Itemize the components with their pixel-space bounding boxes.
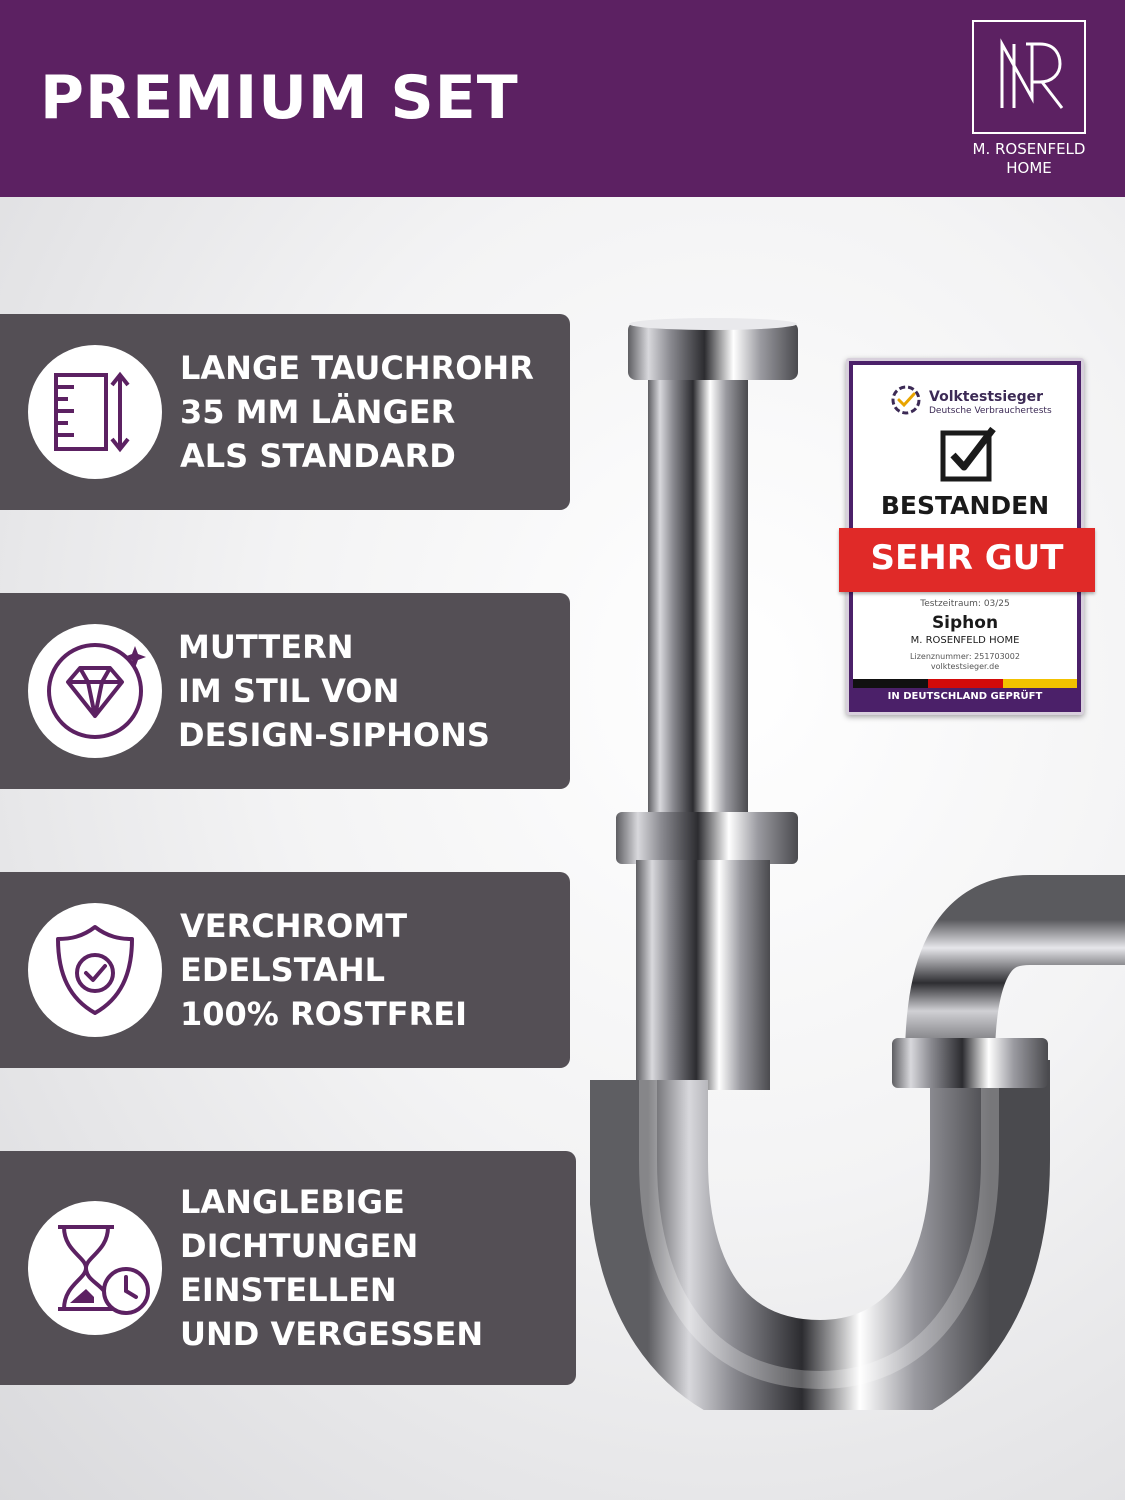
feature-icon-circle <box>28 345 162 479</box>
feature-text <box>180 904 467 1036</box>
feature-line: LANGE TAUCHROHR <box>180 349 534 387</box>
feature-panel-nuts <box>0 593 570 789</box>
badge-website: volktestsieger.de <box>930 662 1000 671</box>
feature-line: 35 MM LÄNGER <box>180 393 456 431</box>
badge-rating-ribbon <box>839 528 1095 592</box>
logo-wordmark <box>955 140 1103 178</box>
badge-company: M. ROSENFELD HOME <box>910 635 1020 646</box>
feature-icon-circle <box>28 624 162 758</box>
feature-line: IM STIL VON <box>178 672 400 710</box>
feature-line: UND VERGESSEN <box>180 1315 484 1353</box>
badge-rating: SEHR GUT <box>870 538 1064 578</box>
badge-brand: Volktestsieger <box>929 389 1044 405</box>
feature-panel-tube-length <box>0 314 570 510</box>
badge-footer: IN DEUTSCHLAND GEPRÜFT <box>887 691 1043 702</box>
german-flag-stripe <box>853 679 1077 688</box>
feature-panel-seals <box>0 1151 576 1385</box>
feature-text <box>180 1180 483 1356</box>
feature-line: LANGLEBIGE <box>180 1183 405 1221</box>
logo-monogram-icon <box>974 22 1084 132</box>
test-seal-badge <box>846 358 1084 715</box>
feature-panel-material <box>0 872 570 1068</box>
feature-line: VERCHROMT <box>180 907 408 945</box>
ruler-height-icon <box>28 345 162 479</box>
badge-status: BESTANDEN <box>880 491 1050 520</box>
page-title: PREMIUM SET <box>40 63 519 133</box>
feature-line: MUTTERN <box>178 628 354 666</box>
logo-text-line1: M. ROSENFELD <box>972 140 1086 158</box>
diamond-icon <box>28 624 162 758</box>
feature-line: EINSTELLEN <box>180 1271 397 1309</box>
feature-text <box>178 625 490 757</box>
feature-line: DESIGN-SIPHONS <box>178 716 490 754</box>
badge-brand-sub: Deutsche Verbrauchertests <box>929 406 1052 416</box>
volktestsieger-logo-icon <box>889 383 923 417</box>
hourglass-clock-icon <box>28 1201 162 1335</box>
feature-icon-circle <box>28 903 162 1037</box>
badge-product: Siphon <box>931 613 999 633</box>
checkbox-icon <box>937 423 999 485</box>
shield-check-icon <box>28 903 162 1037</box>
feature-line: DICHTUNGEN <box>180 1227 419 1265</box>
feature-line: 100% ROSTFREI <box>180 995 467 1033</box>
feature-line: ALS STANDARD <box>180 437 456 475</box>
feature-line: EDELSTAHL <box>180 951 385 989</box>
logo-text-line2: HOME <box>1006 159 1052 177</box>
feature-text <box>180 346 534 478</box>
badge-license: Lizenznummer: 251703002 <box>910 652 1020 661</box>
brand-logo <box>972 20 1086 134</box>
header-banner <box>0 0 1125 197</box>
feature-icon-circle <box>28 1201 162 1335</box>
badge-period: Testzeitraum: 03/25 <box>920 599 1010 609</box>
